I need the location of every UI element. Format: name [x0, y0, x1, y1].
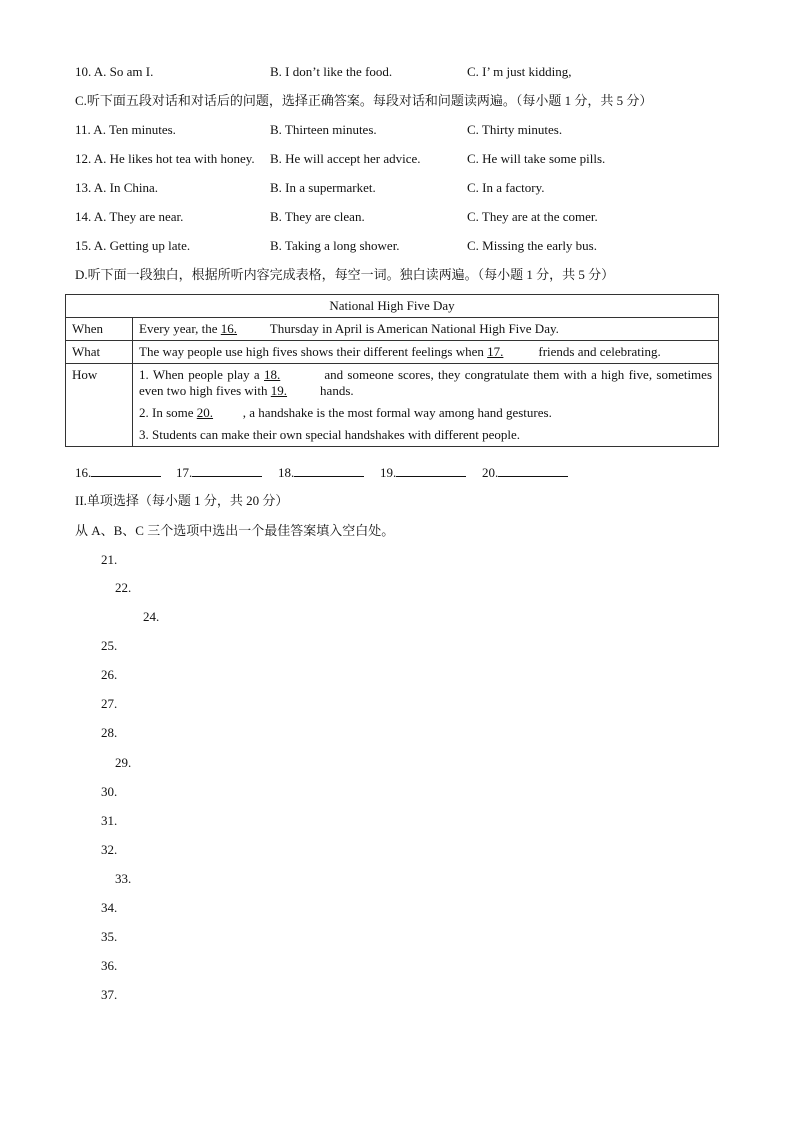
q12-option-a: 12. A. He likes hot tea with honey. [75, 151, 255, 166]
section-ii-heading: II.单项选择（每小题 1 分，共 20 分） [75, 493, 289, 508]
how1-text-post: hands. [320, 383, 354, 398]
question-number-33: 33. [115, 871, 132, 886]
q15-option-a: 15. A. Getting up late. [75, 238, 191, 253]
question-number-34: 34. [101, 900, 118, 915]
q14-option-c: C. They are at the comer. [467, 209, 598, 224]
table-title: National High Five Day [66, 295, 719, 318]
blank-19: 19. [270, 383, 288, 398]
q10-option-c: C. I’ m just kidding, [467, 64, 572, 79]
how1-text-pre: 1. When people play a [139, 367, 260, 382]
how-item-2 [139, 405, 712, 421]
what-cell [133, 341, 719, 364]
answer-blank-16[interactable]: 16. [75, 464, 161, 481]
question-number-22: 22. [115, 580, 132, 595]
q13-option-c: C. In a factory. [467, 180, 545, 195]
answer-blank-20[interactable]: 20. [482, 464, 568, 481]
how2-text-pre: 2. In some [139, 405, 194, 420]
question-number-26: 26. [101, 667, 118, 682]
q10-option-b: B. I don’t like the food. [270, 64, 393, 79]
question-number-28: 28. [101, 725, 118, 740]
question-number-31: 31. [101, 813, 118, 828]
how1-text-mid: and someone scores, they congratulate them with a high five, sometimes even two high fives with [139, 367, 712, 398]
question-number-21: 21. [101, 552, 118, 567]
what-text-pre: The way people use high fives shows their different feelings when [139, 344, 484, 359]
question-number-32: 32. [101, 842, 118, 857]
q14-option-b: B. They are clean. [270, 209, 365, 224]
how2-text-post: , a handshake is the most formal way among hand gestures. [242, 405, 552, 420]
q15-option-c: C. Missing the early bus. [467, 238, 597, 253]
blank-17: 17. [487, 344, 504, 359]
section-ii-instruction: 从 A、B、C 三个选项中选出一个最佳答案填入空白处。 [75, 523, 395, 538]
how-item-1 [139, 367, 712, 399]
q13-option-b: B. In a supermarket. [270, 180, 376, 195]
question-number-30: 30. [101, 784, 118, 799]
question-number-29: 29. [115, 755, 132, 770]
q11-option-c: C. Thirty minutes. [467, 122, 563, 137]
when-label: When [66, 318, 133, 341]
q10-option-a: 10. A. So am I. [75, 64, 154, 79]
q14-option-a: 14. A. They are near. [75, 209, 184, 224]
q15-option-b: B. Taking a long shower. [270, 238, 400, 253]
when-cell [133, 318, 719, 341]
national-high-five-day-table [65, 294, 719, 447]
how-item-3: 3. Students can make their own special handshakes with different people. [139, 427, 520, 442]
blank-18: 18. [264, 367, 281, 382]
question-number-35: 35. [101, 929, 118, 944]
answer-blank-19[interactable]: 19. [380, 464, 466, 481]
q11-option-b: B. Thirteen minutes. [270, 122, 377, 137]
how-cell [133, 364, 719, 447]
question-number-37: 37. [101, 987, 118, 1002]
question-number-25: 25. [101, 638, 118, 653]
answer-blank-18[interactable]: 18. [278, 464, 364, 481]
what-label: What [66, 341, 133, 364]
question-number-24: 24. [143, 609, 160, 624]
q12-option-c: C. He will take some pills. [467, 151, 606, 166]
section-c-heading: C.听下面五段对话和对话后的问题，选择正确答案。每段对话和问题读两遍。（每小题 1 分，共 5 分） [75, 93, 653, 108]
blank-20: 20. [196, 405, 214, 420]
when-text-pre: Every year, the [139, 321, 218, 336]
question-number-36: 36. [101, 958, 118, 973]
q13-option-a: 13. A. In China. [75, 180, 159, 195]
section-d-heading: D.听下面一段独白，根据所听内容完成表格，每空一词。独白读两遍。（每小题 1 分，共 5 分） [75, 267, 615, 282]
how-label: How [66, 364, 133, 447]
q12-option-b: B. He will accept her advice. [270, 151, 421, 166]
blank-16: 16. [220, 321, 238, 336]
q11-option-a: 11. A. Ten minutes. [75, 122, 176, 137]
question-number-27: 27. [101, 696, 118, 711]
what-text-post: friends and celebrating. [538, 344, 661, 359]
when-text-post: Thursday in April is American National High Five Day. [269, 321, 559, 336]
answer-blank-17[interactable]: 17. [176, 464, 262, 481]
